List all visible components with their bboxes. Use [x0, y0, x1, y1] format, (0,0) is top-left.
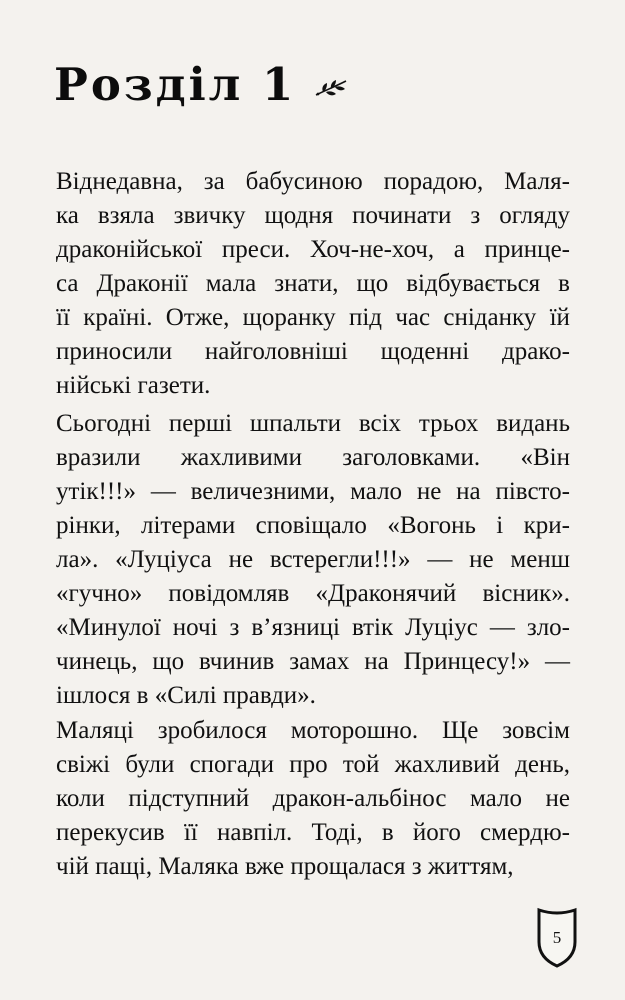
page-number: 5 — [552, 928, 562, 947]
text-line: Маляці зробилося моторошно. Ще зовсім — [56, 717, 570, 744]
text-line: коли підступний дракон-альбінос мало не — [56, 785, 570, 812]
chapter-title: Розділ 1 — [54, 58, 297, 111]
paragraph — [56, 165, 570, 403]
paragraph — [56, 407, 570, 713]
text-line: ішлося в «Силі правди». — [56, 682, 316, 709]
text-line: ка взяла звичку щодня починати з огляду — [56, 202, 570, 229]
text-line: приносили найголовніші щоденні драко- — [56, 338, 570, 365]
paragraph — [56, 714, 570, 884]
chapter-heading — [54, 58, 348, 111]
text-line: її країні. Отже, щоранку під час сніданку їй — [56, 304, 570, 331]
text-line: драконійської преси. Хоч-не-хоч, а принце- — [56, 236, 570, 263]
text-line: чій пащі, Маляка вже прощалася з життям, — [56, 853, 514, 880]
text-line: «гучно» повідомляв «Драконячий вісник». — [56, 580, 570, 607]
leaf-sprig-icon — [314, 77, 348, 99]
text-line: вразили жахливими заголовками. «Він — [56, 444, 570, 471]
text-line: «Минулої ночі з в’язниці втік Луціус — зло- — [56, 614, 570, 641]
text-line: перекусив її навпіл. Тоді, в його смердю- — [56, 819, 570, 846]
text-line: рінки, літерами сповіщало «Вогонь і кри- — [56, 512, 570, 539]
text-line: Віднедавна, за бабусиною порадою, Маля- — [56, 168, 570, 195]
text-line: нійські газети. — [56, 372, 211, 399]
text-line: ла». «Луціуса не встерегли!!!» — не менш — [56, 546, 570, 573]
text-line: Сьогодні перші шпальти всіх трьох видань — [56, 410, 570, 437]
text-line: свіжі були спогади про той жахливий день, — [56, 751, 570, 778]
text-line: утік!!!» — величезними, мало не на півсто- — [56, 478, 570, 505]
text-line: са Драконії мала знати, що відбувається в — [56, 270, 570, 297]
text-line: чинець, що вчинив замах на Принцесу!» — — [56, 648, 570, 675]
